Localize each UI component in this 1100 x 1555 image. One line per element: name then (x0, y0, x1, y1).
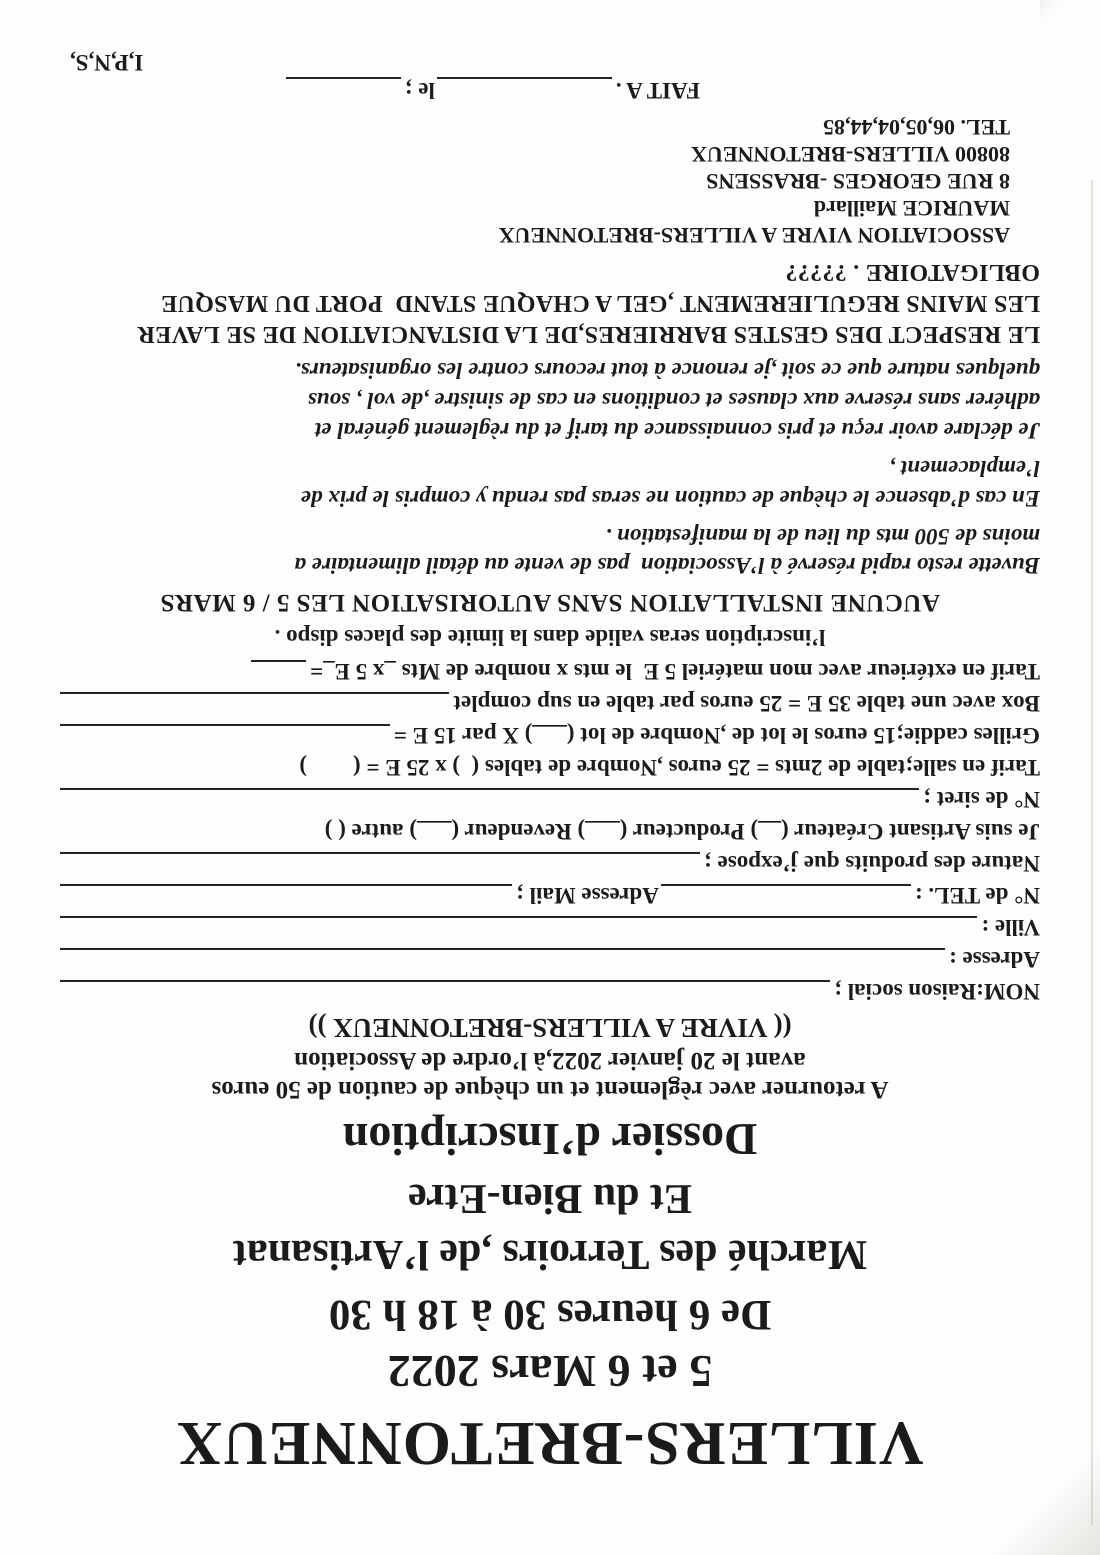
scan-edge-line (1091, 180, 1093, 1525)
page-title: VILLERS-BRETONNEUX (176, 1409, 924, 1477)
covid-rules-line2: LES MAINS REGULIEREMENT ,GEL A CHAQUE STAND PORT DU MASQUE (160, 289, 1040, 316)
return-instructions-line1: A retourner avec règlement et un chèque de caution de 50 euros (211, 1075, 889, 1103)
form-row-tarif-salle: Tarif en salle;table de 2mts = 25 euros ,Nombre de tables ( ) x 25 E = ( ) (299, 755, 1040, 781)
signature-row (200, 77, 700, 103)
ipns-mention: I,P,N,S, (70, 50, 144, 76)
form-row-tel-mail (60, 884, 1040, 907)
form-row-nom (60, 980, 1040, 1003)
form-row-grilles (60, 724, 1040, 747)
event-name-line2: Et du Bien-Etre (408, 1174, 692, 1221)
form-row-ville (60, 916, 1040, 939)
declaration-line1: Je déclare avoir reçu et pris connaissance du tarif et du règlement général et (314, 417, 1040, 443)
tel-label: N° de TEL. : (914, 883, 1040, 909)
adresse-blank-line (60, 948, 945, 970)
adresse-label: Adresse : (949, 947, 1040, 973)
caution-note-line2: l’emplacement , (889, 455, 1040, 481)
return-instructions-line2: avant le 20 janvier 2022,à l’ordre de Association (294, 1047, 806, 1075)
contact-person: MAURICE Maillard (813, 195, 1010, 221)
tarif-exterieur-blank-line (251, 660, 306, 682)
box-label: Box avec une table 35 E = 25 euros par table en sup complet (453, 691, 1040, 717)
nom-label: NOM:Raison social ; (834, 979, 1040, 1005)
le-blank-line (286, 77, 401, 99)
scan-corner-shadow (960, 1445, 1100, 1555)
form-row-status: Je suis Artisant Créateur (__) Producteur (___) Revendeur (___) autre ( ) (324, 819, 1040, 845)
contact-street: 8 RUE GEORGES -BRASSENS (706, 168, 1010, 194)
form-row-adresse (60, 948, 1040, 971)
covid-rules-line3: OBLIGATOIRE . ????? (785, 258, 1040, 285)
association-name: (( VIVRE A VILLERS-BRETONNEUX )) (308, 1013, 792, 1044)
fait-a-label: FAIT A . (615, 78, 700, 104)
event-hours: De 6 heures 30 à 18 h 30 (328, 1290, 772, 1338)
form-row-nature (60, 852, 1040, 875)
form-row-tarif-exterieur (60, 660, 1040, 683)
declaration-line3: quelques nature que ce soit ,je renonce à tout recours contre les organisateurs. (295, 358, 1040, 384)
le-label: le ; (404, 78, 435, 104)
registration-form (60, 660, 1040, 1003)
contact-association: ASSOCIATION VIVRE A VILLERS-BRETONNEUX (498, 222, 1010, 248)
form-row-siret (60, 788, 1040, 811)
covid-rules-line1: LE RESPECT DES GESTES BARRIERES,DE LA DISTANCIATION DE SE LAVER (137, 321, 1040, 348)
scan-corner-shadow-top (1040, 0, 1100, 40)
buvette-note-line2: moins de 500 mts du lieu de la manifestation . (605, 523, 1040, 549)
event-name-line1: Marché des Terroirs ,de l’Artisanat (232, 1230, 868, 1277)
ville-blank-line (60, 916, 977, 938)
form-row-box (60, 692, 1040, 715)
event-dates: 5 et 6 Mars 2022 (387, 1345, 713, 1397)
grilles-label: Grilles caddie;15 euros le lot de ,Nombre de lot (___) X par 15 E = (393, 723, 1040, 749)
tarif-exterieur-label: Tarif en extérieur avec mon matériel 5 E le mts x nombre de Mts _x 5 E_= (309, 659, 1040, 685)
document-subtitle: Dossier d’Inscription (342, 1113, 758, 1165)
tel-blank-line (661, 884, 911, 906)
declaration-line2: adhérer sans réserve aux clauses et conditions en cas de sinistre ,de vol , sous (307, 387, 1040, 413)
siret-blank-line (60, 788, 919, 810)
nature-label: Nature des produits que j’expose ; (704, 851, 1040, 877)
nature-blank-line (60, 852, 700, 874)
validity-note: l’inscription seras valide dans la limite des places dispo . (274, 625, 826, 651)
contact-phone: TEL. 06,05,04,44,85 (822, 115, 1010, 141)
siret-label: N° de siret ; (923, 787, 1040, 813)
mail-label: Adresse Mail ; (516, 883, 659, 909)
nom-blank-line (60, 980, 830, 1002)
no-install-warning: AUCUNE INSTALLATION SANS AUTORISATION LES 5 / 6 MARS (160, 589, 940, 617)
grilles-blank-line (60, 724, 390, 746)
association-contact-block (60, 113, 1010, 247)
box-blank-line (60, 692, 449, 714)
fait-a-blank-line (437, 77, 612, 99)
buvette-note-line1: Buvette resto rapid réservé à l’Association pas de vente au détail alimentaire a (294, 553, 1040, 579)
mail-blank-line (60, 884, 512, 906)
contact-city: 80800 VILLERS-BRETONNEUX (691, 142, 1010, 168)
ville-label: Ville : (981, 915, 1040, 941)
caution-note-line1: En cas d’absence le chèque de caution ne seras pas rendu y compris le prix de (300, 485, 1040, 511)
